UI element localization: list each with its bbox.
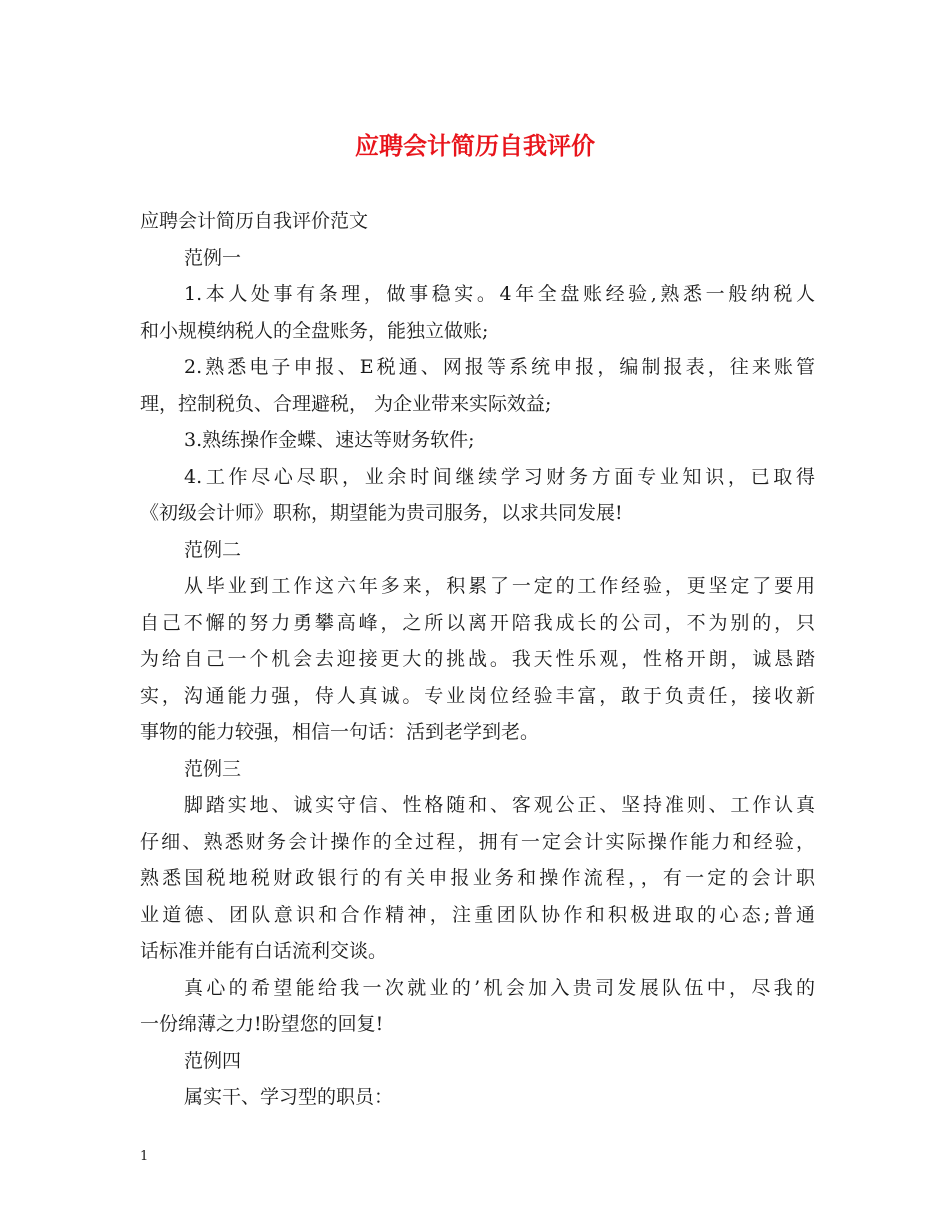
text-line: 理，控制税负、合理避税， 为企业带来实际效益; (140, 392, 552, 415)
text-line: 和小规模纳税人的全盘账务，能独立做账; (140, 319, 489, 342)
page-number: 1 (140, 1149, 149, 1164)
text-line: 事物的能力较强，相信一句话：活到老学到老。 (140, 721, 540, 743)
text-line: 仔细、熟悉财务会计操作的全过程，拥有一定会计实际操作能力和经验， (140, 830, 815, 853)
section-heading-example-1: 范例一 (184, 246, 242, 269)
text-line: 真心的希望能给我一次就业的’机会加入贵司发展队伍中，尽我的 (184, 976, 815, 999)
text-line: 脚踏实地、诚实守信、性格随和、客观公正、坚持准则、工作认真 (184, 794, 815, 816)
document-body (140, 203, 815, 1116)
section-heading-example-4: 范例四 (184, 1049, 242, 1072)
text-line: 熟悉国税地税财政银行的有关申报业务和操作流程，，有一定的会计职 (140, 867, 815, 889)
document-title: 应聘会计简历自我评价 (355, 131, 595, 160)
text-line: 话标准并能有白话流利交谈。 (140, 940, 388, 962)
section-heading-example-3: 范例三 (184, 757, 242, 780)
text-line: 4.工作尽心尽职，业余时间继续学习财务方面专业知识，已取得 (184, 465, 815, 488)
text-line: 业道德、团队意识和合作精神，注重团队协作和积极进取的心态;普通 (140, 903, 815, 926)
text-line: 一份绵薄之力!盼望您的回复! (140, 1013, 384, 1035)
text-line-intro: 应聘会计简历自我评价范文 (140, 210, 369, 232)
text-line: 1.本人处事有条理，做事稳实。4年全盘账经验,熟悉一般纳税人 (184, 283, 815, 305)
text-line: 自己不懈的努力勇攀高峰，之所以离开陪我成长的公司，不为别的，只 (140, 611, 815, 634)
text-line: 《初级会计师》职称，期望能为贵司服务，以求共同发展! (140, 502, 623, 524)
section-heading-example-2: 范例二 (184, 538, 242, 561)
text-line: 3.熟练操作金蝶、速达等财务软件; (184, 429, 475, 451)
text-line: 2.熟悉电子申报、E税通、网报等系统申报，编制报表，往来账管 (184, 356, 815, 378)
text-line: 属实干、学习型的职员： (184, 1086, 394, 1108)
text-line: 从毕业到工作这六年多来，积累了一定的工作经验，更坚定了要用 (184, 575, 815, 597)
text-line: 为给自己一个机会去迎接更大的挑战。我天性乐观，性格开朗，诚恳踏 (140, 648, 815, 670)
text-line: 实，沟通能力强，侍人真诚。专业岗位经验丰富，敢于负责任，接收新 (140, 684, 815, 707)
